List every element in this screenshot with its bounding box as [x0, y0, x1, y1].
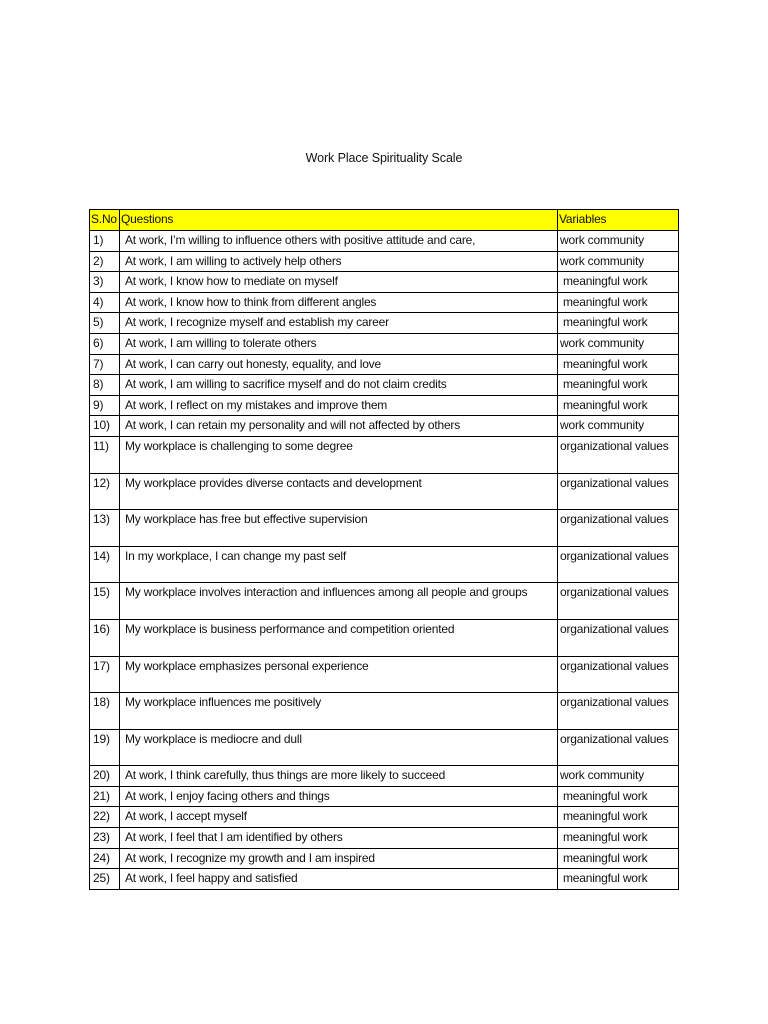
table-row	[90, 729, 679, 766]
row-sno: 6)	[90, 333, 120, 354]
row-variable: work community	[558, 251, 679, 272]
table-row	[90, 807, 679, 828]
row-question: At work, I feel that I am identified by others	[120, 828, 558, 849]
row-variable: organizational values	[558, 546, 679, 583]
row-question: At work, I can retain my personality and will not affected by others	[120, 416, 558, 437]
row-sno: 1)	[90, 231, 120, 252]
row-variable: meaningful work	[558, 807, 679, 828]
spirituality-scale-table	[89, 209, 679, 890]
table-row	[90, 251, 679, 272]
row-sno: 7)	[90, 354, 120, 375]
row-sno: 21)	[90, 786, 120, 807]
row-sno: 24)	[90, 848, 120, 869]
row-variable: meaningful work	[558, 869, 679, 890]
table-row	[90, 656, 679, 693]
row-variable: organizational values	[558, 693, 679, 730]
table-row	[90, 333, 679, 354]
table-row	[90, 313, 679, 334]
row-sno: 19)	[90, 729, 120, 766]
row-question: My workplace involves interaction and influences among all people and groups	[120, 583, 558, 620]
row-sno: 11)	[90, 436, 120, 473]
row-sno: 22)	[90, 807, 120, 828]
table-row	[90, 619, 679, 656]
row-variable: meaningful work	[558, 292, 679, 313]
row-sno: 14)	[90, 546, 120, 583]
row-variable: organizational values	[558, 729, 679, 766]
page-title: Work Place Spirituality Scale	[305, 151, 463, 165]
table-row	[90, 828, 679, 849]
table-row	[90, 473, 679, 510]
table-row	[90, 510, 679, 547]
row-variable: meaningful work	[558, 848, 679, 869]
row-variable: organizational values	[558, 583, 679, 620]
row-variable: organizational values	[558, 510, 679, 547]
row-question: At work, I think carefully, thus things are more likely to succeed	[120, 766, 558, 787]
row-sno: 2)	[90, 251, 120, 272]
table-header-row	[90, 210, 679, 231]
row-sno: 17)	[90, 656, 120, 693]
row-variable: organizational values	[558, 436, 679, 473]
row-sno: 10)	[90, 416, 120, 437]
row-question: My workplace provides diverse contacts and development	[120, 473, 558, 510]
row-question: At work, I know how to think from different angles	[120, 292, 558, 313]
table-row	[90, 869, 679, 890]
row-question: My workplace has free but effective supervision	[120, 510, 558, 547]
row-variable: meaningful work	[558, 786, 679, 807]
row-sno: 5)	[90, 313, 120, 334]
table-row	[90, 395, 679, 416]
table-row	[90, 786, 679, 807]
header-questions: Questions	[120, 210, 558, 231]
row-question: My workplace emphasizes personal experience	[120, 656, 558, 693]
row-sno: 23)	[90, 828, 120, 849]
table-row	[90, 436, 679, 473]
row-question: At work, I am willing to sacrifice myself and do not claim credits	[120, 375, 558, 396]
row-sno: 15)	[90, 583, 120, 620]
row-sno: 4)	[90, 292, 120, 313]
row-sno: 9)	[90, 395, 120, 416]
table-row	[90, 272, 679, 293]
row-variable: work community	[558, 231, 679, 252]
row-question: My workplace influences me positively	[120, 693, 558, 730]
row-sno: 8)	[90, 375, 120, 396]
row-variable: organizational values	[558, 619, 679, 656]
table-row	[90, 766, 679, 787]
row-sno: 25)	[90, 869, 120, 890]
row-question: In my workplace, I can change my past self	[120, 546, 558, 583]
table-row	[90, 848, 679, 869]
row-question: At work, I know how to mediate on myself	[120, 272, 558, 293]
row-variable: meaningful work	[558, 828, 679, 849]
row-sno: 13)	[90, 510, 120, 547]
table-row	[90, 375, 679, 396]
row-sno: 12)	[90, 473, 120, 510]
row-question: At work, I reflect on my mistakes and improve them	[120, 395, 558, 416]
row-variable: organizational values	[558, 473, 679, 510]
row-sno: 16)	[90, 619, 120, 656]
row-variable: meaningful work	[558, 395, 679, 416]
table-row	[90, 231, 679, 252]
row-variable: work community	[558, 333, 679, 354]
row-question: At work, I feel happy and satisfied	[120, 869, 558, 890]
table-row	[90, 354, 679, 375]
row-question: At work, I enjoy facing others and things	[120, 786, 558, 807]
row-sno: 20)	[90, 766, 120, 787]
row-question: At work, I’m willing to influence others with positive attitude and care,	[120, 231, 558, 252]
row-question: At work, I can carry out honesty, equality, and love	[120, 354, 558, 375]
row-question: My workplace is challenging to some degree	[120, 436, 558, 473]
header-variables: Variables	[558, 210, 679, 231]
table-row	[90, 292, 679, 313]
row-sno: 18)	[90, 693, 120, 730]
row-variable: work community	[558, 416, 679, 437]
row-question: At work, I am willing to actively help others	[120, 251, 558, 272]
row-variable: meaningful work	[558, 272, 679, 293]
row-question: At work, I am willing to tolerate others	[120, 333, 558, 354]
row-variable: work community	[558, 766, 679, 787]
row-variable: meaningful work	[558, 354, 679, 375]
table-row	[90, 546, 679, 583]
table-row	[90, 583, 679, 620]
row-variable: meaningful work	[558, 375, 679, 396]
row-sno: 3)	[90, 272, 120, 293]
row-question: At work, I recognize myself and establish my career	[120, 313, 558, 334]
table-row	[90, 693, 679, 730]
table-row	[90, 416, 679, 437]
row-variable: organizational values	[558, 656, 679, 693]
row-question: At work, I accept myself	[120, 807, 558, 828]
row-question: My workplace is business performance and competition oriented	[120, 619, 558, 656]
row-variable: meaningful work	[558, 313, 679, 334]
header-sno: S.No	[90, 210, 120, 231]
row-question: My workplace is mediocre and dull	[120, 729, 558, 766]
row-question: At work, I recognize my growth and I am inspired	[120, 848, 558, 869]
